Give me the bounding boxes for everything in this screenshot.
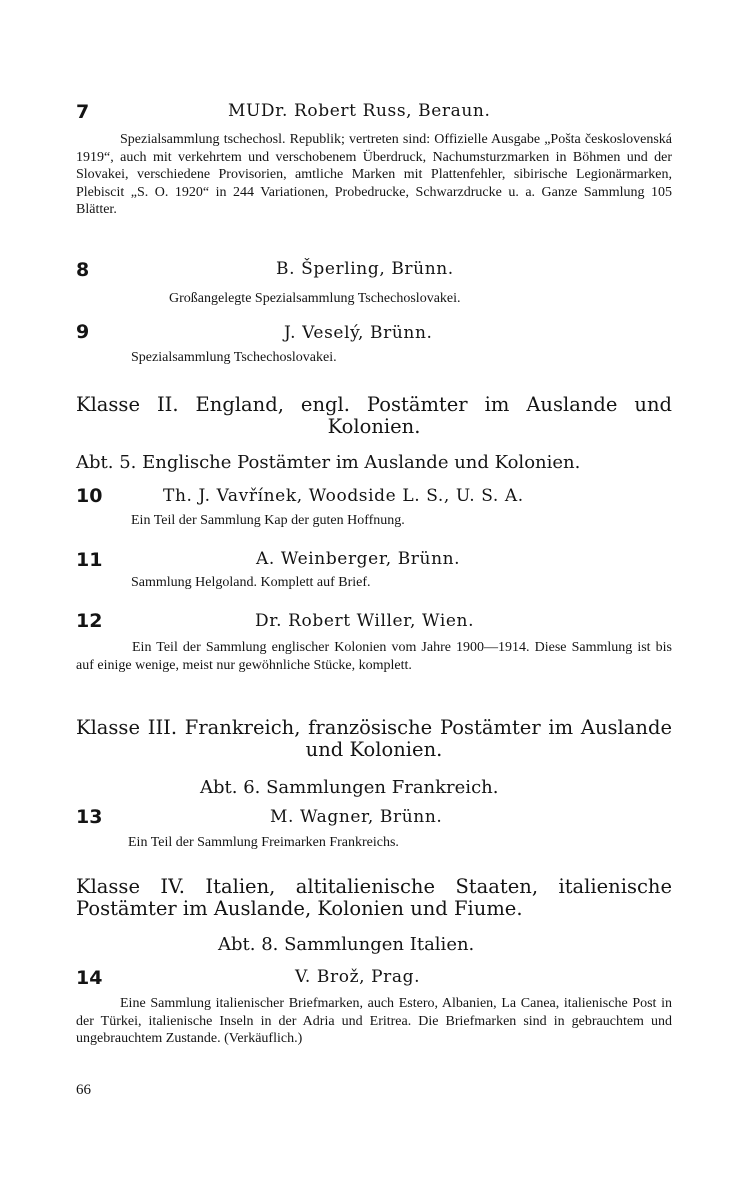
entry-number: 9: [76, 321, 90, 343]
exhibitor-name: M. Wagner, Brünn.: [270, 807, 443, 827]
exhibitor-name: B. Šperling, Brünn.: [276, 259, 454, 279]
entry-description: Großangelegte Spezialsammlung Tschechoslovakei.: [169, 291, 461, 306]
section-heading: Abt. 5. Englische Postämter im Auslande und Kolonien.: [76, 452, 581, 473]
entry-number: 14: [76, 967, 103, 989]
entry-number: 10: [76, 485, 103, 507]
entry-description: Ein Teil der Sammlung Kap der guten Hoffnung.: [131, 513, 405, 528]
page-number: 66: [76, 1082, 91, 1098]
exhibitor-name: Dr. Robert Willer, Wien.: [255, 611, 475, 631]
entry-number: 12: [76, 610, 103, 632]
class-heading: Klasse III. Frankreich, französische Postämter im Auslande und Kolonien.: [76, 716, 672, 761]
entry-description: Spezialsammlung Tschechoslovakei.: [131, 350, 337, 365]
exhibitor-name: MUDr. Robert Russ, Beraun.: [228, 101, 491, 121]
section-heading: Abt. 6. Sammlungen Frankreich.: [200, 777, 499, 798]
entry-number: 8: [76, 259, 90, 281]
entry-description: Ein Teil der Sammlung englischer Kolonien vom Jahre 1900—1914. Diese Sammlung ist bis auf einige wenige, meist nur gewöhnliche Stücke, komplett.: [76, 640, 672, 673]
exhibitor-name: V. Brož, Prag.: [295, 967, 421, 987]
entry-description: Eine Sammlung italienischer Briefmarken, auch Estero, Albanien, La Canea, italienische Post in der Türkei, italienische Inseln in der Adria und Eritrea. Die Briefmarken sind in gebrauchtem und ungebrauchtem Zustande. (Verkäuflich.): [76, 996, 672, 1047]
exhibitor-name: A. Weinberger, Brünn.: [256, 549, 461, 569]
exhibitor-name: J. Veselý, Brünn.: [284, 323, 433, 343]
entry-description: Spezialsammlung tschechosl. Republik; vertreten sind: Offizielle Ausgabe „Pošta československá 1919“, auch mit verkehrtem und verschobenem Überdruck, Nachumsturzmarken in Böhmen und der Slovakei, verschiedene Provisorien, amtliche Marken mit Plattenfehler, sibirische Legionärmarken, Plebiscit „S. O. 1920“ in 244 Variationen, Probedrucke, Schwarzdrucke u. a. Ganze Sammlung 105 Blätter.: [76, 132, 672, 218]
entry-description: Ein Teil der Sammlung Freimarken Frankreichs.: [128, 835, 399, 850]
entry-description: Sammlung Helgoland. Komplett auf Brief.: [131, 575, 371, 590]
exhibitor-name: Th. J. Vavřínek, Woodside L. S., U. S. A.: [163, 486, 524, 506]
class-heading: Klasse II. England, engl. Postämter im Auslande und Kolonien.: [76, 393, 672, 438]
entry-number: 7: [76, 101, 90, 123]
entry-number: 13: [76, 806, 103, 828]
entry-number: 11: [76, 549, 103, 571]
section-heading: Abt. 8. Sammlungen Italien.: [218, 934, 475, 955]
class-heading: Klasse IV. Italien, altitalienische Staaten, italienische Postämter im Auslande, Kolonien und Fiume.: [76, 875, 672, 920]
